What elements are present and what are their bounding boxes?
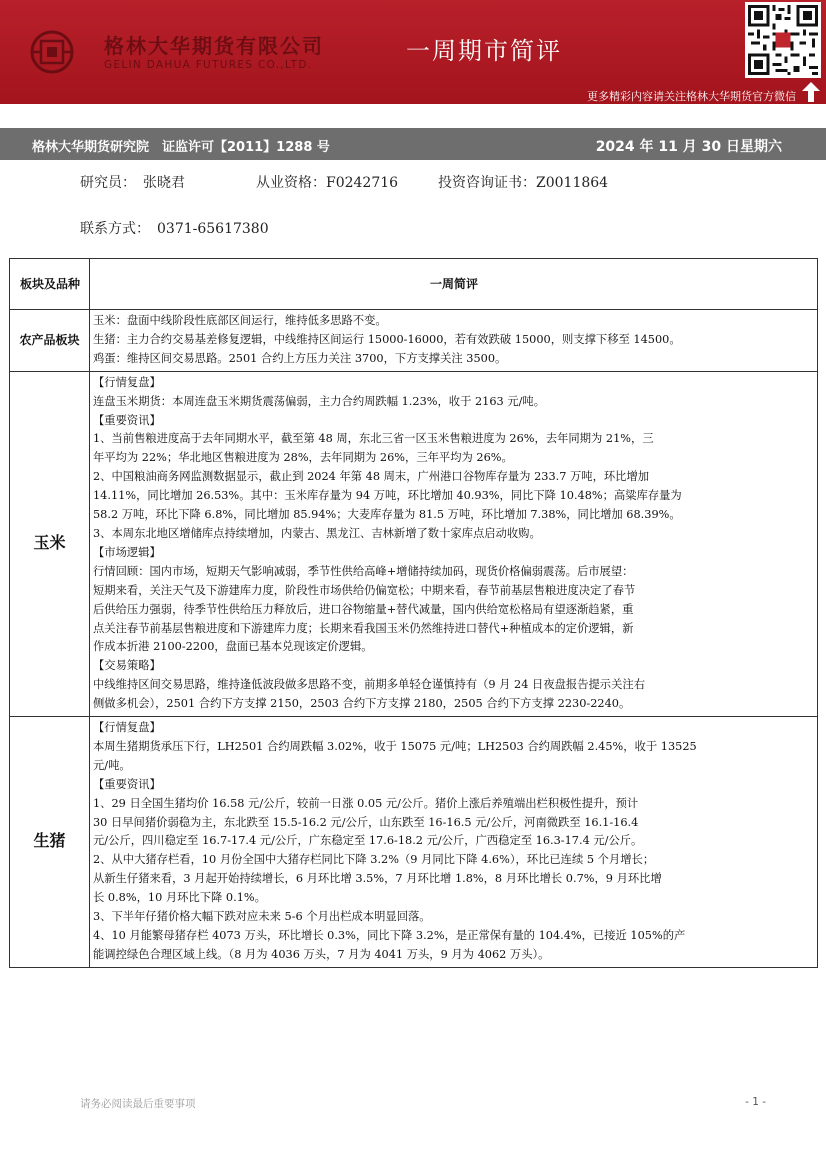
text-line: 【行情复盘】	[93, 721, 161, 735]
text-line: 点关注春节前基层售粮进度和下游建库力度；长期来看我国玉米仍然维持进口替代+种植成本的定价逻辑，新	[93, 621, 634, 635]
table-row	[10, 717, 818, 968]
company-logo-icon	[30, 30, 74, 74]
text-line: 元/吨。	[93, 758, 131, 772]
text-line: 元/公斤，四川稳定至 16.7-17.4 元/公斤，广东稳定至 17.6-18.2 元/公斤，广西稳定至 16.3-17.4 元/公斤。	[93, 834, 643, 848]
row-label: 生猪	[10, 717, 90, 968]
contact-phone: 联系方式： 0371-65617380	[80, 221, 269, 237]
text-line: 中线维持区间交易思路，维持逢低波段做多思路不变，前期多单轻仓谨慎持有（9 月 24 日夜盘报告提示关注右	[93, 678, 645, 692]
researcher-name: 研究员： 张晓君	[80, 175, 185, 191]
text-line: 后供给压力强弱，待季节性供给压力释放后，进口谷物缩量+替代减量，国内供给宽松格局有望逐渐趋紧，重	[93, 602, 634, 616]
text-line: 玉米：盘面中线阶段性底部区间运行，维持低多思路不变。	[93, 314, 387, 327]
text-line: 【交易策略】	[93, 659, 161, 673]
row-content	[90, 310, 818, 372]
advisory-certificate: 投资咨询证书：Z0011864	[438, 175, 609, 191]
text-line: 鸡蛋：维持区间交易思路。2501 合约上方压力关注 3700，下方支撑关注 3500。	[93, 351, 507, 365]
text-line: 1、当前售粮进度高于去年同期水平，截至第 48 周，东北三省一区玉米售粮进度为 26%，去年同期为 21%，三	[93, 432, 654, 446]
text-line: 能调控绿色合理区域上线。（8 月为 4036 万头，7 月为 4041 万头，9 月为 4062 万头）。	[93, 947, 550, 961]
column-header-sector: 板块及品种	[10, 259, 90, 310]
text-line: 【市场逻辑】	[93, 545, 161, 559]
report-date: 2024 年 11 月 30 日星期六	[595, 139, 782, 155]
text-line: 连盘玉米期货：本周连盘玉米期货震荡偏弱，主力合约周跌幅 1.23%，收于 2163 元/吨。	[93, 394, 546, 408]
text-line: 【行情复盘】	[93, 375, 161, 389]
row-content	[90, 371, 818, 716]
text-line: 年平均为 22%；华北地区售粮进度为 28%，去年同期为 26%，三年平均为 26%。	[93, 451, 513, 465]
text-line: 【重要资讯】	[93, 777, 161, 791]
text-line: 从新生仔猪来看，3 月起开始持续增长，6 月环比增 3.5%，7 月环比增 1.8%，8 月环比增长 0.7%，9 月环比增	[93, 872, 662, 886]
text-line: 【重要资讯】	[93, 413, 161, 427]
column-header-review: 一周简评	[90, 259, 818, 310]
text-line: 短期来看，关注天气及下游建库力度，阶段性市场供给仍偏宽松；中期来看，春节前基层售粮进度决定了春节	[93, 583, 636, 597]
row-label: 农产品板块	[10, 310, 90, 372]
table-row	[10, 310, 818, 372]
report-title: 一周期市简评	[406, 37, 562, 65]
disclaimer-note: 请务必阅读最后重要事项	[80, 1098, 196, 1110]
text-line: 行情回顾：国内市场，短期天气影响减弱，季节性供给高峰+增储持续加码，现货价格偏弱震荡。后市展望：	[93, 564, 634, 578]
wechat-follow-note: 更多精彩内容请关注格林大华期货官方微信	[587, 90, 796, 103]
qualification-number: 从业资格：F0242716	[256, 175, 399, 191]
text-line: 1、29 日全国生猪均价 16.58 元/公斤，较前一日涨 0.05 元/公斤。猪价上涨后养殖端出栏积极性提升，预计	[93, 796, 639, 810]
row-content	[90, 717, 818, 968]
table-header-row	[10, 259, 818, 310]
text-line: 生猪：主力合约交易基差修复逻辑，中线维持区间运行 15000-16000，若有效跌破 15000，则支撑下移至 14500。	[93, 332, 681, 346]
text-line: 作成本折港 2100-2200，盘面已基本兑现该定价逻辑。	[93, 640, 373, 654]
text-line: 4、10 月能繁母猪存栏 4073 万头，环比增长 0.3%，同比下降 3.2%，是正常保有量的 104.4%，已接近 105%的产	[93, 929, 686, 942]
arrow-up-icon	[802, 82, 820, 102]
text-line: 侧做多机会），2501 合约下方支撑 2150，2503 合约下方支撑 2180，2505 合约下方支撑 2230-2240。	[93, 697, 631, 711]
text-line: 2、从中大猪存栏看，10 月份全国中大猪存栏同比下降 3.2%（9 月同比下降 4.6%），环比已连续 5 个月增长；	[93, 853, 655, 867]
row-label: 玉米	[10, 371, 90, 716]
page-number: - 1 -	[745, 1096, 766, 1108]
text-line: 3、本周东北地区增储库点持续增加，内蒙古、黑龙江、吉林新增了数十家库点启动收购。	[93, 526, 541, 540]
weekly-review-table	[9, 258, 818, 968]
text-line: 14.11%，同比增加 26.53%。其中：玉米库存量为 94 万吨，环比增加 40.93%，同比下降 10.48%；高粱库存量为	[93, 489, 682, 503]
text-line: 30 日早间猪价弱稳为主，东北跌至 15.5-16.2 元/公斤，山东跌至 16-16.5 元/公斤，河南微跌至 16.1-16.4	[93, 815, 639, 829]
text-line: 长 0.8%，10 月环比下降 0.1%。	[93, 891, 266, 905]
qr-code-icon[interactable]	[745, 2, 821, 78]
company-name-cn: 格林大华期货有限公司	[104, 34, 324, 58]
text-line: 3、下半年仔猪价格大幅下跌对应未来 5-6 个月出栏成本明显回落。	[93, 910, 431, 924]
text-line: 本周生猪期货承压下行，LH2501 合约周跌幅 3.02%，收于 15075 元/吨；LH2503 合约周跌幅 2.45%，收于 13525	[93, 739, 697, 753]
company-name-en: GELIN DAHUA FUTURES CO.,LTD.	[104, 59, 313, 71]
text-line: 58.2 万吨，环比下降 6.8%，同比增加 85.94%；大麦库存量为 81.5 万吨，环比增加 7.38%，同比增加 68.39%。	[93, 508, 681, 522]
table-row	[10, 371, 818, 716]
institute-license: 格林大华期货研究院 证监许可【2011】1288 号	[32, 140, 330, 155]
text-line: 2、中国粮油商务网监测数据显示，截止到 2024 年第 48 周末，广州港口谷物库存量为 233.7 万吨，环比增加	[93, 470, 650, 484]
